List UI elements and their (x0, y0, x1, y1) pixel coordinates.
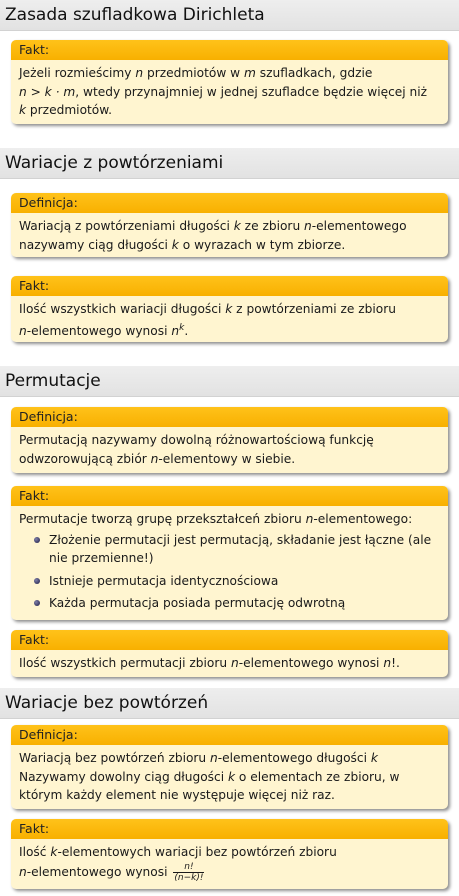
section-dirichlet (0, 0, 459, 31)
definition-block-permutations (11, 407, 448, 473)
block-title: Definicja: (11, 193, 448, 213)
section-variations-without-repetition (0, 688, 459, 719)
property-list (19, 531, 442, 613)
block-title: Fakt: (11, 630, 448, 650)
block-title: Definicja: (11, 725, 448, 745)
block-body: Wariacją bez powtórzeń zbioru n-elementowego długości k Nazywamy dowolny ciąg długości k o elementach ze zbioru, w którym każdy element nie występuje więcej niż raz. (19, 751, 400, 802)
block-body: Permutacje tworzą grupę przekształceń zbioru n-elementowego: Złożenie permutacji jest permutacją, składanie jest łączne (ale nie przemienne!) Istnieje permutacja identycznościowa Każda permutacja posiada permutację odwrotną (11, 506, 448, 620)
block-body: Jeżeli rozmieścimy n przedmiotów w m szufladkach, gdzie n > k · m, wtedy przynajmniej w jednej szufladce będzie więcej niż k przedmiotów. (19, 66, 428, 117)
section-variations-with-repetition (0, 148, 459, 179)
section-permutations (0, 366, 459, 397)
block-body: Permutacją nazywamy dowolną różnowartościową funkcję odwzorowującą zbiór n-elementowy w siebie. (19, 433, 374, 466)
block-title: Fakt: (11, 819, 448, 839)
block-title: Definicja: (11, 407, 448, 427)
definition-block-variations-with-repetition (11, 193, 448, 257)
block-body: Ilość wszystkich permutacji zbioru n-elementowego wynosi n!. (19, 656, 400, 670)
definition-block-variations-without-repetition (11, 725, 448, 809)
fact-block-variations-with-repetition (11, 276, 448, 342)
fact-block-variations-without-repetition (11, 819, 448, 889)
section-title: Wariacje bez powtórzeń (0, 688, 459, 719)
fraction: $\frac{n!}{(n-k)!}$ (174, 861, 204, 883)
block-body: Ilość wszystkich wariacji długości k z powtórzeniami ze zbioru n-elementowego wynosi $n^k$. (19, 302, 396, 338)
block-body: Wariacją z powtórzeniami długości k ze zbioru n-elementowego nazywamy ciąg długości k o wyrazach w tym zbiorze. (19, 219, 407, 252)
fact-block-permutation-count (11, 630, 448, 677)
block-title: Fakt: (11, 40, 448, 60)
section-title: Wariacje z powtórzeniami (0, 148, 459, 179)
fact-block-permutation-group (11, 486, 448, 620)
list-item: Każda permutacja posiada permutację odwrotną (33, 594, 442, 613)
section-title: Permutacje (0, 366, 459, 397)
list-item: Złożenie permutacji jest permutacją, składanie jest łączne (ale nie przemienne!) (33, 531, 442, 568)
fact-block-dirichlet (11, 40, 448, 124)
block-body: Ilość k-elementowych wariacji bez powtórzeń zbioru n-elementowego wynosi $\frac{n!}{(n-k)!}$ (19, 845, 337, 883)
list-item: Istnieje permutacja identycznościowa (33, 572, 442, 591)
block-title: Fakt: (11, 486, 448, 506)
block-title: Fakt: (11, 276, 448, 296)
section-title: Zasada szufladkowa Dirichleta (0, 0, 459, 31)
